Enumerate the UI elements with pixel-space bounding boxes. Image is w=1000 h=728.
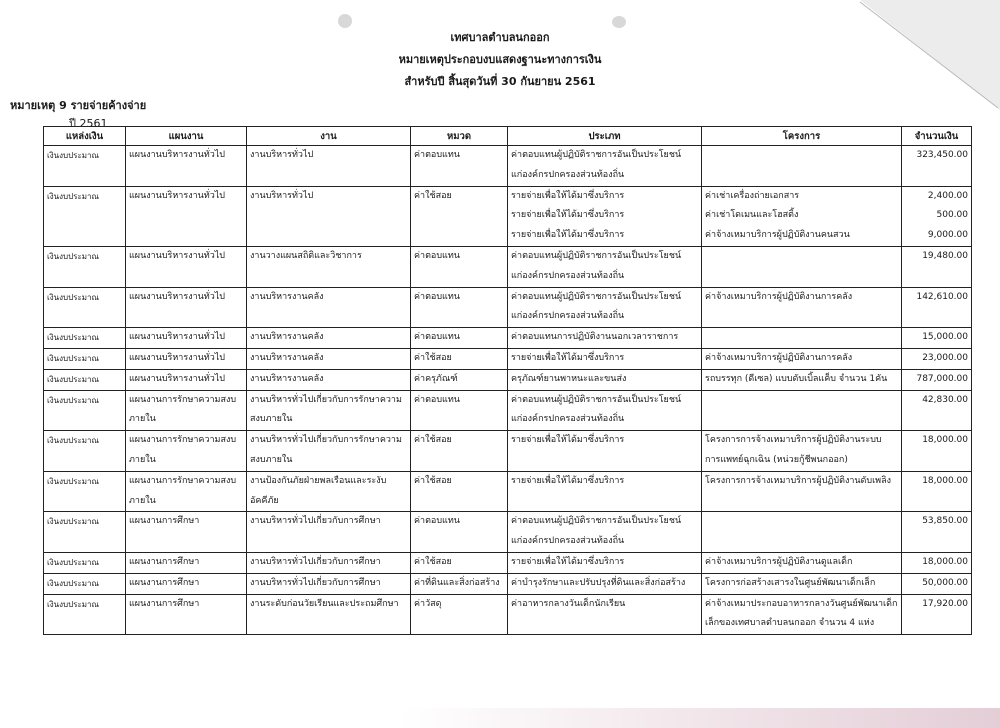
cell-category <box>411 614 508 634</box>
cell-type: ค่าตอบแทนผู้ปฏิบัติราชการอันเป็นประโยชน์ <box>508 512 702 532</box>
cell-source: เงินงบประมาณ <box>44 328 126 349</box>
cell-project: โครงการก่อสร้างเสารงในศูนย์พัฒนาเด็กเล็ก <box>702 573 902 594</box>
table-header-row <box>44 127 972 146</box>
cell-project: ค่าเช่าโดเมนและโฮสติ้ง <box>702 206 902 226</box>
table-row <box>44 226 972 246</box>
cell-work <box>247 614 411 634</box>
cell-category <box>411 451 508 471</box>
cell-source: เงินงบประมาณ <box>44 390 126 410</box>
cell-amount <box>902 451 972 471</box>
cell-category: ค่าตอบแทน <box>411 246 508 266</box>
cell-category <box>411 267 508 287</box>
table-row <box>44 287 972 307</box>
cell-project: ค่าจ้างเหมาประกอบอาหารกลางวันศูนย์พัฒนาเด็ก <box>702 594 902 614</box>
cell-work: งานบริหารทั่วไปเกี่ยวกับการศึกษา <box>247 552 411 573</box>
cell-type: รายจ่ายเพื่อให้ได้มาซึ่งบริการ <box>508 206 702 226</box>
cell-plan: แผนงานบริหารงานทั่วไป <box>126 246 247 266</box>
cell-type: รายจ่ายเพื่อให้ได้มาซึ่งบริการ <box>508 186 702 206</box>
cell-amount: 23,000.00 <box>902 348 972 369</box>
cell-plan: แผนงานการศึกษา <box>126 512 247 532</box>
col-header-work: งาน <box>247 127 411 146</box>
cell-type: ค่าตอบแทนผู้ปฏิบัติราชการอันเป็นประโยชน์ <box>508 390 702 410</box>
cell-work: งานบริหารทั่วไปเกี่ยวกับการศึกษา <box>247 573 411 594</box>
cell-source: เงินงบประมาณ <box>44 573 126 594</box>
note-title: หมายเหตุ 9 รายจ่ายค้างจ่าย <box>10 99 147 112</box>
cell-amount <box>902 267 972 287</box>
cell-project <box>702 532 902 552</box>
cell-source: เงินงบประมาณ <box>44 246 126 266</box>
table-row <box>44 614 972 634</box>
cell-amount: 9,000.00 <box>902 226 972 246</box>
cell-work: สงบภายใน <box>247 410 411 430</box>
table-row <box>44 307 972 327</box>
cell-source: เงินงบประมาณ <box>44 471 126 491</box>
cell-type <box>508 451 702 471</box>
cell-work: งานบริหารทั่วไป <box>247 186 411 206</box>
table-row <box>44 573 972 594</box>
cell-work: สงบภายใน <box>247 451 411 471</box>
statement-title: หมายเหตุประกอบงบแสดงฐานะทางการเงิน <box>398 53 602 66</box>
cell-category: ค่าตอบแทน <box>411 328 508 349</box>
cell-plan <box>126 206 247 226</box>
cell-amount: 50,000.00 <box>902 573 972 594</box>
cell-type: รายจ่ายเพื่อให้ได้มาซึ่งบริการ <box>508 348 702 369</box>
cell-work <box>247 226 411 246</box>
cell-type: ค่าตอบแทนผู้ปฏิบัติราชการอันเป็นประโยชน์ <box>508 146 702 166</box>
table-row <box>44 146 972 166</box>
cell-project <box>702 410 902 430</box>
cell-work: งานป้องกันภัยฝ่ายพลเรือนและระงับ <box>247 471 411 491</box>
cell-category <box>411 307 508 327</box>
table-row <box>44 267 972 287</box>
cell-project <box>702 246 902 266</box>
org-title: เทศบาลตำบลนกออก <box>450 31 550 44</box>
cell-amount: 2,400.00 <box>902 186 972 206</box>
cell-work: งานวางแผนสถิติและวิชาการ <box>247 246 411 266</box>
cell-project: ค่าจ้างเหมาบริการผู้ปฏิบัติงานคนสวน <box>702 226 902 246</box>
table-row <box>44 369 972 390</box>
cell-plan: แผนงานบริหารงานทั่วไป <box>126 328 247 349</box>
cell-project <box>702 512 902 532</box>
cell-amount: 42,830.00 <box>902 390 972 410</box>
table-row <box>44 348 972 369</box>
cell-amount <box>902 166 972 186</box>
cell-project <box>702 390 902 410</box>
cell-category: ค่าตอบแทน <box>411 287 508 307</box>
cell-project <box>702 267 902 287</box>
cell-source <box>44 267 126 287</box>
col-header-category: หมวด <box>411 127 508 146</box>
cell-source <box>44 492 126 512</box>
scan-smudge <box>338 14 352 28</box>
cell-work: งานบริหารทั่วไป <box>247 146 411 166</box>
cell-amount: 17,920.00 <box>902 594 972 614</box>
cell-category <box>411 226 508 246</box>
cell-type <box>508 614 702 634</box>
cell-type: ค่าตอบแทนผู้ปฏิบัติราชการอันเป็นประโยชน์ <box>508 287 702 307</box>
cell-source <box>44 410 126 430</box>
cell-work: งานบริหารงานคลัง <box>247 348 411 369</box>
cell-category <box>411 206 508 226</box>
cell-amount: 19,480.00 <box>902 246 972 266</box>
cell-plan <box>126 614 247 634</box>
col-header-project: โครงการ <box>702 127 902 146</box>
cell-plan: แผนงานบริหารงานทั่วไป <box>126 186 247 206</box>
cell-plan: ภายใน <box>126 451 247 471</box>
cell-amount: 787,000.00 <box>902 369 972 390</box>
cell-category: ค่าใช้สอย <box>411 186 508 206</box>
cell-category: ค่าที่ดินและสิ่งก่อสร้าง <box>411 573 508 594</box>
cell-amount: 142,610.00 <box>902 287 972 307</box>
cell-project: ค่าเช่าเครื่องถ่ายเอกสาร <box>702 186 902 206</box>
cell-work: งานบริหารงานคลัง <box>247 287 411 307</box>
cell-plan: ภายใน <box>126 410 247 430</box>
cell-source <box>44 166 126 186</box>
table-row <box>44 186 972 206</box>
cell-plan: แผนงานการศึกษา <box>126 573 247 594</box>
cell-amount: 18,000.00 <box>902 471 972 491</box>
cell-plan <box>126 267 247 287</box>
cell-amount: 500.00 <box>902 206 972 226</box>
table-row <box>44 206 972 226</box>
table-row <box>44 166 972 186</box>
cell-type: ค่าบำรุงรักษาและปรับปรุงที่ดินและสิ่งก่อสร้าง <box>508 573 702 594</box>
cell-amount <box>902 492 972 512</box>
table-row <box>44 410 972 430</box>
cell-project <box>702 166 902 186</box>
cell-source: เงินงบประมาณ <box>44 552 126 573</box>
cell-type: รายจ่ายเพื่อให้ได้มาซึ่งบริการ <box>508 431 702 451</box>
col-header-source: แหล่งเงิน <box>44 127 126 146</box>
cell-plan: แผนงานการรักษาความสงบ <box>126 390 247 410</box>
cell-work <box>247 307 411 327</box>
cell-project <box>702 307 902 327</box>
cell-source <box>44 451 126 471</box>
cell-type: ค่าอาหารกลางวันเด็กนักเรียน <box>508 594 702 614</box>
table-row <box>44 594 972 614</box>
cell-project: เล็กของเทศบาลตำบลนกออก จำนวน 4 แห่ง <box>702 614 902 634</box>
cell-work <box>247 267 411 287</box>
cell-plan <box>126 307 247 327</box>
cell-type: รายจ่ายเพื่อให้ได้มาซึ่งบริการ <box>508 552 702 573</box>
cell-work: งานระดับก่อนวัยเรียนและประถมศึกษา <box>247 594 411 614</box>
cell-source: เงินงบประมาณ <box>44 287 126 307</box>
table-row <box>44 492 972 512</box>
cell-plan: แผนงานการรักษาความสงบ <box>126 471 247 491</box>
cell-source <box>44 614 126 634</box>
cell-source <box>44 532 126 552</box>
cell-source: เงินงบประมาณ <box>44 369 126 390</box>
accrued-expenses-table <box>43 126 972 635</box>
year-label: ปี 2561 <box>69 117 108 130</box>
cell-category <box>411 532 508 552</box>
cell-source: เงินงบประมาณ <box>44 348 126 369</box>
bottom-edge-shadow <box>400 708 1000 728</box>
table-row <box>44 390 972 410</box>
cell-plan: แผนงานบริหารงานทั่วไป <box>126 348 247 369</box>
cell-category: ค่าตอบแทน <box>411 146 508 166</box>
col-header-amount: จำนวนเงิน <box>902 127 972 146</box>
cell-plan: แผนงานบริหารงานทั่วไป <box>126 146 247 166</box>
cell-source <box>44 226 126 246</box>
cell-category <box>411 492 508 512</box>
cell-type: แก่องค์กรปกครองส่วนท้องถิ่น <box>508 267 702 287</box>
cell-plan: แผนงานการรักษาความสงบ <box>126 431 247 451</box>
cell-type: ค่าตอบแทนผู้ปฏิบัติราชการอันเป็นประโยชน์ <box>508 246 702 266</box>
cell-type: แก่องค์กรปกครองส่วนท้องถิ่น <box>508 532 702 552</box>
cell-plan <box>126 532 247 552</box>
cell-project <box>702 146 902 166</box>
table-row <box>44 246 972 266</box>
table-row <box>44 552 972 573</box>
cell-category <box>411 410 508 430</box>
cell-category: ค่าใช้สอย <box>411 348 508 369</box>
cell-source: เงินงบประมาณ <box>44 146 126 166</box>
cell-project: โครงการการจ้างเหมาบริการผู้ปฏิบัติงานดับเพลิง <box>702 471 902 491</box>
cell-amount: 18,000.00 <box>902 552 972 573</box>
cell-project <box>702 492 902 512</box>
cell-work: งานบริหารทั่วไปเกี่ยวกับการรักษาความ <box>247 390 411 410</box>
cell-plan: แผนงานบริหารงานทั่วไป <box>126 287 247 307</box>
cell-type: ค่าตอบแทนการปฏิบัติงานนอกเวลาราชการ <box>508 328 702 349</box>
cell-type <box>508 492 702 512</box>
cell-project: ค่าจ้างเหมาบริการผู้ปฏิบัติงานการคลัง <box>702 348 902 369</box>
cell-category: ค่าใช้สอย <box>411 552 508 573</box>
cell-amount: 18,000.00 <box>902 431 972 451</box>
cell-amount: 53,850.00 <box>902 512 972 532</box>
cell-source: เงินงบประมาณ <box>44 512 126 532</box>
cell-category: ค่าวัสดุ <box>411 594 508 614</box>
cell-project: ค่าจ้างเหมาบริการผู้ปฏิบัติงานการคลัง <box>702 287 902 307</box>
cell-work <box>247 532 411 552</box>
cell-type: แก่องค์กรปกครองส่วนท้องถิ่น <box>508 166 702 186</box>
cell-amount: 323,450.00 <box>902 146 972 166</box>
scan-smudge <box>612 16 626 28</box>
cell-project <box>702 328 902 349</box>
cell-amount <box>902 532 972 552</box>
col-header-plan: แผนงาน <box>126 127 247 146</box>
table-row <box>44 328 972 349</box>
cell-category: ค่าใช้สอย <box>411 431 508 451</box>
table-row <box>44 431 972 451</box>
cell-source <box>44 206 126 226</box>
cell-project: รถบรรทุก (ดีเซล) แบบดับเบิ้ลแค็บ จำนวน 1คัน <box>702 369 902 390</box>
cell-plan: แผนงานบริหารงานทั่วไป <box>126 369 247 390</box>
cell-type: แก่องค์กรปกครองส่วนท้องถิ่น <box>508 307 702 327</box>
cell-type: รายจ่ายเพื่อให้ได้มาซึ่งบริการ <box>508 226 702 246</box>
table-row <box>44 532 972 552</box>
cell-source: เงินงบประมาณ <box>44 186 126 206</box>
cell-work: งานบริหารทั่วไปเกี่ยวกับการศึกษา <box>247 512 411 532</box>
cell-plan: แผนงานการศึกษา <box>126 552 247 573</box>
table-row <box>44 451 972 471</box>
cell-work: อัคคีภัย <box>247 492 411 512</box>
table-row <box>44 471 972 491</box>
table-body <box>44 146 972 635</box>
cell-source <box>44 307 126 327</box>
cell-work: งานบริหารงานคลัง <box>247 328 411 349</box>
cell-work <box>247 166 411 186</box>
cell-category: ค่าตอบแทน <box>411 390 508 410</box>
cell-type: แก่องค์กรปกครองส่วนท้องถิ่น <box>508 410 702 430</box>
cell-plan: แผนงานการศึกษา <box>126 594 247 614</box>
cell-plan <box>126 226 247 246</box>
cell-project: การแพทย์ฉุกเฉิน (หน่วยกู้ชีพนกออก) <box>702 451 902 471</box>
cell-plan: ภายใน <box>126 492 247 512</box>
cell-amount <box>902 410 972 430</box>
cell-amount <box>902 614 972 634</box>
cell-work: งานบริหารทั่วไปเกี่ยวกับการรักษาความ <box>247 431 411 451</box>
table-row <box>44 512 972 532</box>
cell-plan <box>126 166 247 186</box>
cell-source: เงินงบประมาณ <box>44 594 126 614</box>
cell-amount: 15,000.00 <box>902 328 972 349</box>
cell-project: โครงการการจ้างเหมาบริการผู้ปฏิบัติงานระบบ <box>702 431 902 451</box>
cell-amount <box>902 307 972 327</box>
cell-category: ค่าตอบแทน <box>411 512 508 532</box>
cell-type: ครุภัณฑ์ยานพาหนะและขนส่ง <box>508 369 702 390</box>
cell-category: ค่าใช้สอย <box>411 471 508 491</box>
period-title: สำหรับปี สิ้นสุดวันที่ 30 กันยายน 2561 <box>404 75 596 88</box>
col-header-type: ประเภท <box>508 127 702 146</box>
cell-source: เงินงบประมาณ <box>44 431 126 451</box>
cell-work: งานบริหารงานคลัง <box>247 369 411 390</box>
cell-project: ค่าจ้างเหมาบริการผู้ปฏิบัติงานดูแลเด็ก <box>702 552 902 573</box>
cell-category <box>411 166 508 186</box>
cell-work <box>247 206 411 226</box>
cell-type: รายจ่ายเพื่อให้ได้มาซึ่งบริการ <box>508 471 702 491</box>
cell-category: ค่าครุภัณฑ์ <box>411 369 508 390</box>
